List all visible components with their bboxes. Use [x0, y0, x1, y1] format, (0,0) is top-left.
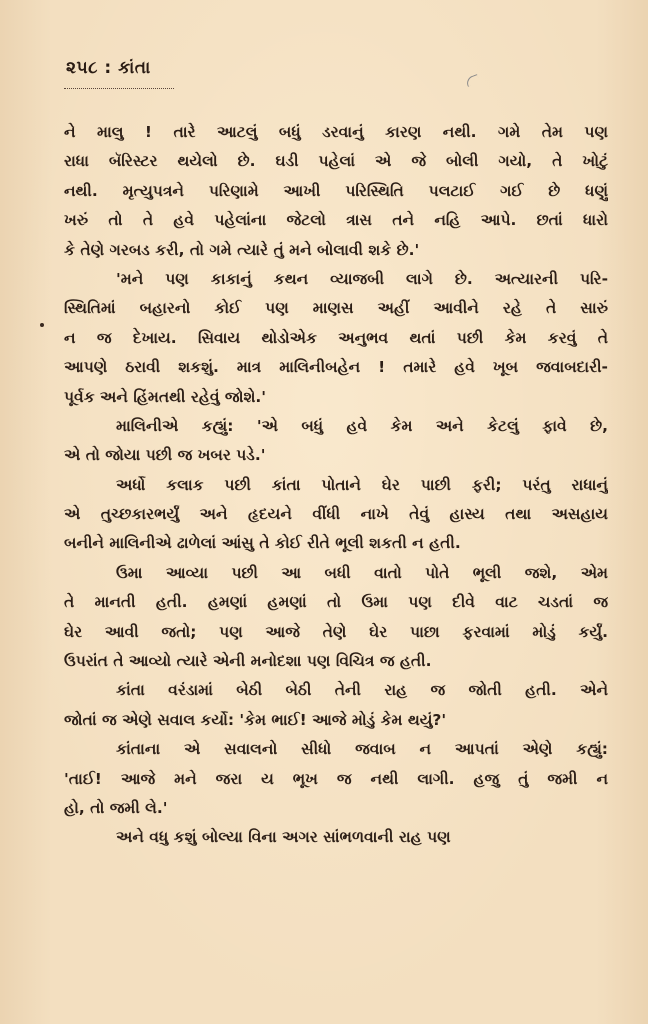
- header-underline: [64, 88, 174, 89]
- text-line: એ તુચ્છકારભર્યું અને હૃદયને વીંધી નાખે તેવું હાસ્ય તથા અસહાય: [64, 505, 608, 524]
- text-line: ને માલુ ! તારે આટલું બધું ડરવાનું કારણ નથી. ગમે તેમ પણ: [64, 123, 608, 141]
- text-line: ઘેર આવી જતો; પણ આજે તેણે ઘેર પાછા ફરવામાં મોડું કર્યું.: [64, 622, 608, 641]
- text-line: માલિનીએ કહ્યું: 'એ બધું હવે કેમ અને કેટલું ફાવે છે,: [116, 416, 608, 435]
- text-line: કાંતાના એ સવાલનો સીધો જવાબ ન આપતાં એણે કહ્યું:: [116, 740, 608, 759]
- text-line: 'તાઈ! આજે મને જરા ય ભૂખ જ નથી લાગી. હજુ તું જમી ન: [64, 769, 608, 788]
- text-line: કે તેણે ગરબડ કરી, તો ગમે ત્યારે તું મને બોલાવી શકે છે.': [64, 240, 420, 259]
- text-line: હો, તો જમી લે.': [64, 798, 168, 817]
- text-line: 'મને પણ કાકાનું કથન વ્યાજબી લાગે છે. અત્યારની પરિ-: [116, 269, 608, 288]
- text-line: એ તો જોયા પછી જ ખબર પડે.': [64, 446, 266, 465]
- text-line: જોતાં જ એણે સવાલ કર્યો: 'કેમ ભાઈ! આજે મોડું કેમ થયું?': [64, 710, 447, 729]
- pencil-mark: [465, 74, 480, 87]
- text-line: પૂર્વક અને હિંમતથી રહેવું જોશે.': [64, 387, 267, 406]
- text-line: અર્ધો કલાક પછી કાંતા પોતાને ઘેર પાછી ફરી; પરંતુ રાધાનું: [116, 475, 608, 494]
- text-line: અને વધુ કશું બોલ્યા વિના અગર સાંભળવાની રાહ પણ: [116, 828, 451, 847]
- text-line: બનીને માલિનીએ ઢાળેલાં આંસુ તે કોઈ રીતે ભૂલી શકતી ન હતી.: [64, 534, 461, 553]
- text-line: કાંતા વરંડામાં બેઠી બેઠી તેની રાહ જ જોતી હતી. એને: [116, 681, 608, 700]
- margin-dot: [40, 323, 44, 327]
- text-line: સ્થિતિમાં બહારનો કોઈ પણ માણસ અહીં આવીને રહે તે સારું: [64, 299, 608, 318]
- text-line: નથી. મૃત્યુપત્રને પરિણામે આખી પરિસ્થિતિ પલટાઈ ગઈ છે ધણું: [64, 181, 608, 200]
- text-line: તે માનતી હતી. હમણાં હમણાં તો ઉમા પણ દીવે વાટ ચડતાં જ: [64, 593, 608, 612]
- text-line: ઉપરાંત તે આવ્યો ત્યારે એની મનોદશા પણ વિચિત્ર જ હતી.: [64, 652, 432, 671]
- text-line: ખરું તો તે હવે પહેલાંના જેટલો ત્રાસ તને નહિ આપે. છતાં ધારો: [64, 211, 608, 230]
- text-line: આપણે ઠરાવી શકશું. માત્ર માલિનીબહેન ! તમારે હવે ખૂબ જવાબદારી-: [64, 358, 608, 377]
- text-line: રાધા બૅરિસ્ટર થયેલો છે. ઘડી પહેલાં એ જે બોલી ગયો, તે ખોટું: [64, 152, 608, 171]
- text-line: ઉમા આવ્યા પછી આ બધી વાતો પોતે ભૂલી જશે, એમ: [116, 563, 608, 582]
- page-header: ૨૫૮ : કાંતા: [66, 58, 151, 78]
- body-text: [64, 118, 608, 853]
- text-line: ન જ દેખાય. સિવાય થોડોએક અનુભવ થતાં પછી કેમ કરવું તે: [64, 328, 608, 347]
